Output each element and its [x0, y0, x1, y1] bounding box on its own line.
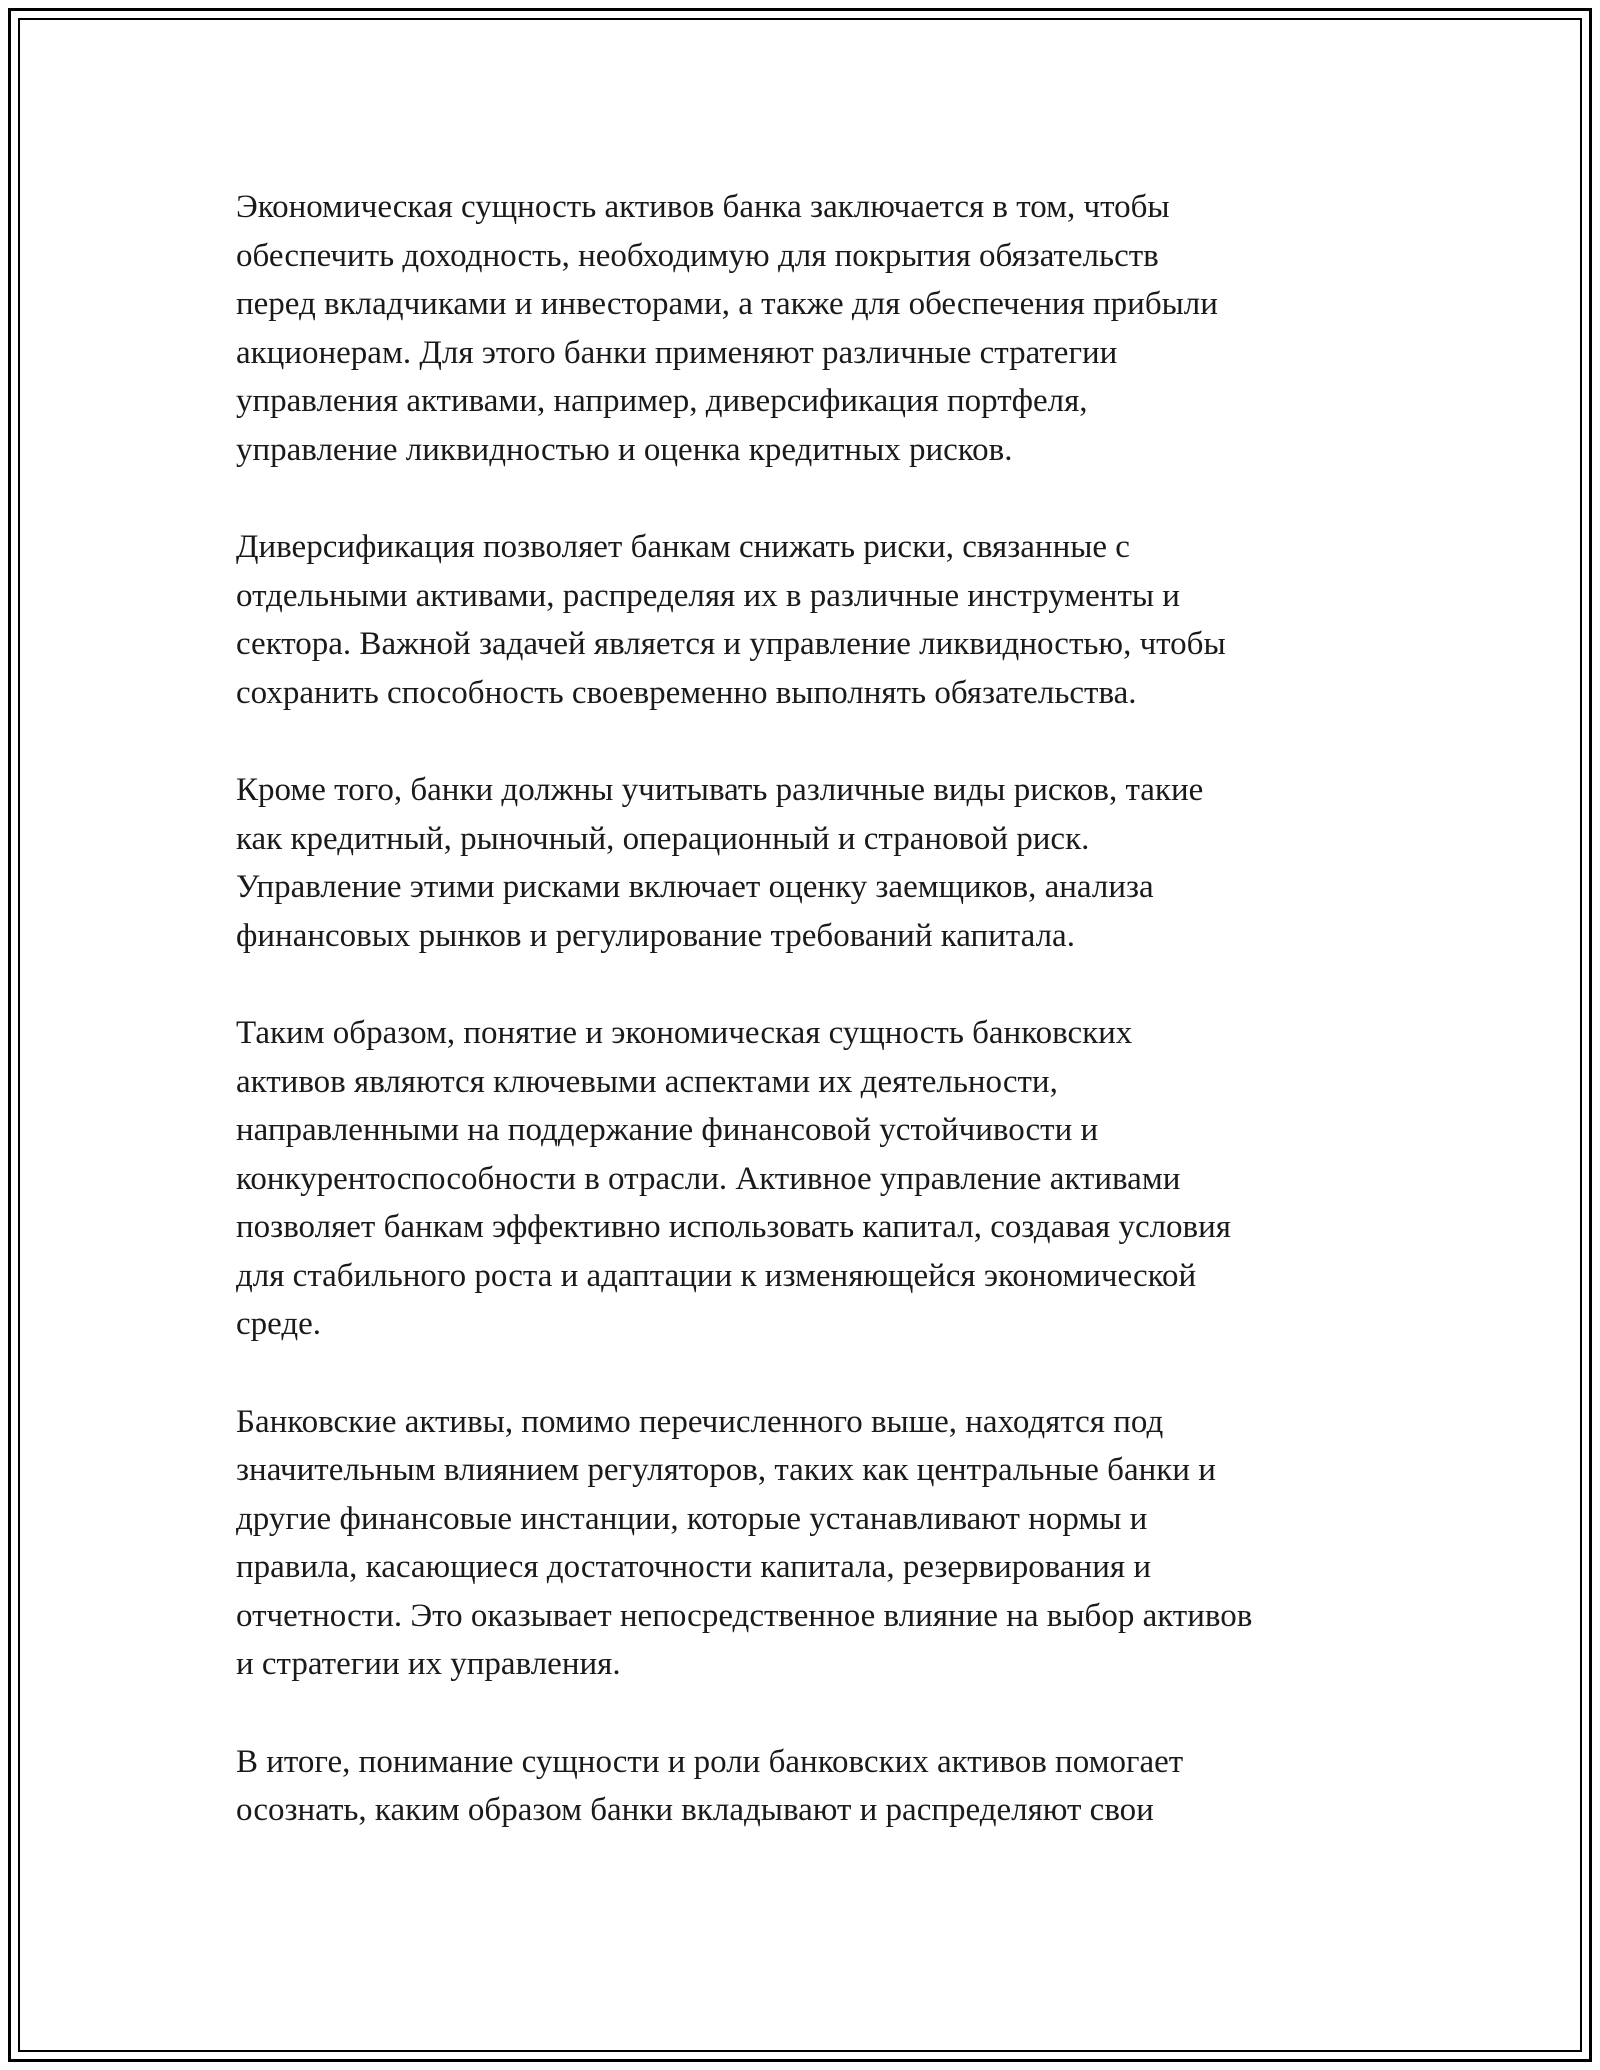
- text-line: и стратегии их управления.: [236, 1646, 621, 1682]
- paragraph-3: [236, 766, 1406, 960]
- text-line: отчетности. Это оказывает непосредственное влияние на выбор активов: [236, 1597, 1253, 1634]
- text-line: В итоге, понимание сущности и роли банковских активов помогает: [236, 1743, 1184, 1780]
- paragraph-2: [236, 523, 1406, 717]
- text-line: управления активами, например, диверсификация портфеля,: [236, 383, 1088, 419]
- text-line: сектора. Важной задачей является и управление ликвидностью, чтобы: [236, 626, 1226, 662]
- text-line: управление ликвидностью и оценка кредитных рисков.: [236, 431, 1013, 468]
- paragraph-4: [236, 1009, 1406, 1349]
- text-line: для стабильного роста и адаптации к изменяющейся экономической: [236, 1257, 1197, 1294]
- text-line: Диверсификация позволяет банкам снижать риски, связанные с: [236, 529, 1130, 565]
- text-line: как кредитный, рыночный, операционный и страновой риск.: [236, 820, 1090, 857]
- text-line: Банковские активы, помимо перечисленного выше, находятся под: [236, 1403, 1164, 1440]
- document-body: [236, 183, 1406, 1835]
- paragraph-6: [236, 1738, 1406, 1835]
- text-line: активов являются ключевыми аспектами их деятельности,: [236, 1063, 1058, 1100]
- text-line: финансовых рынков и регулирование требований капитала.: [236, 917, 1075, 954]
- text-line: сохранить способность своевременно выполнять обязательства.: [236, 674, 1137, 711]
- text-line: Экономическая сущность активов банка заключается в том, чтобы: [236, 189, 1170, 225]
- text-line: правила, касающиеся достаточности капитала, резервирования и: [236, 1549, 1151, 1585]
- text-line: Таким образом, понятие и экономическая сущность банковских: [236, 1015, 1133, 1051]
- text-line: осознать, каким образом банки вкладывают и распределяют свои: [236, 1792, 1154, 1828]
- text-line: отдельными активами, распределяя их в различные инструменты и: [236, 577, 1180, 614]
- text-line: Управление этими рисками включает оценку заемщиков, анализа: [236, 869, 1154, 905]
- text-line: перед вкладчиками и инвесторами, а также для обеспечения прибыли: [236, 286, 1218, 322]
- text-line: обеспечить доходность, необходимую для покрытия обязательств: [236, 237, 1159, 274]
- text-line: направленными на поддержание финансовой устойчивости и: [236, 1112, 1099, 1148]
- text-line: другие финансовые инстанции, которые устанавливают нормы и: [236, 1500, 1148, 1537]
- text-line: среде.: [236, 1306, 322, 1342]
- text-line: конкурентоспособности в отрасли. Активное управление активами: [236, 1160, 1181, 1197]
- text-line: позволяет банкам эффективно использовать капитал, создавая условия: [236, 1209, 1231, 1245]
- text-line: значительным влиянием регуляторов, таких как центральные банки и: [236, 1452, 1216, 1488]
- text-line: Кроме того, банки должны учитывать различные виды рисков, такие: [236, 772, 1204, 808]
- text-line: акционерам. Для этого банки применяют различные стратегии: [236, 334, 1118, 371]
- paragraph-1: [236, 183, 1406, 474]
- paragraph-5: [236, 1398, 1406, 1689]
